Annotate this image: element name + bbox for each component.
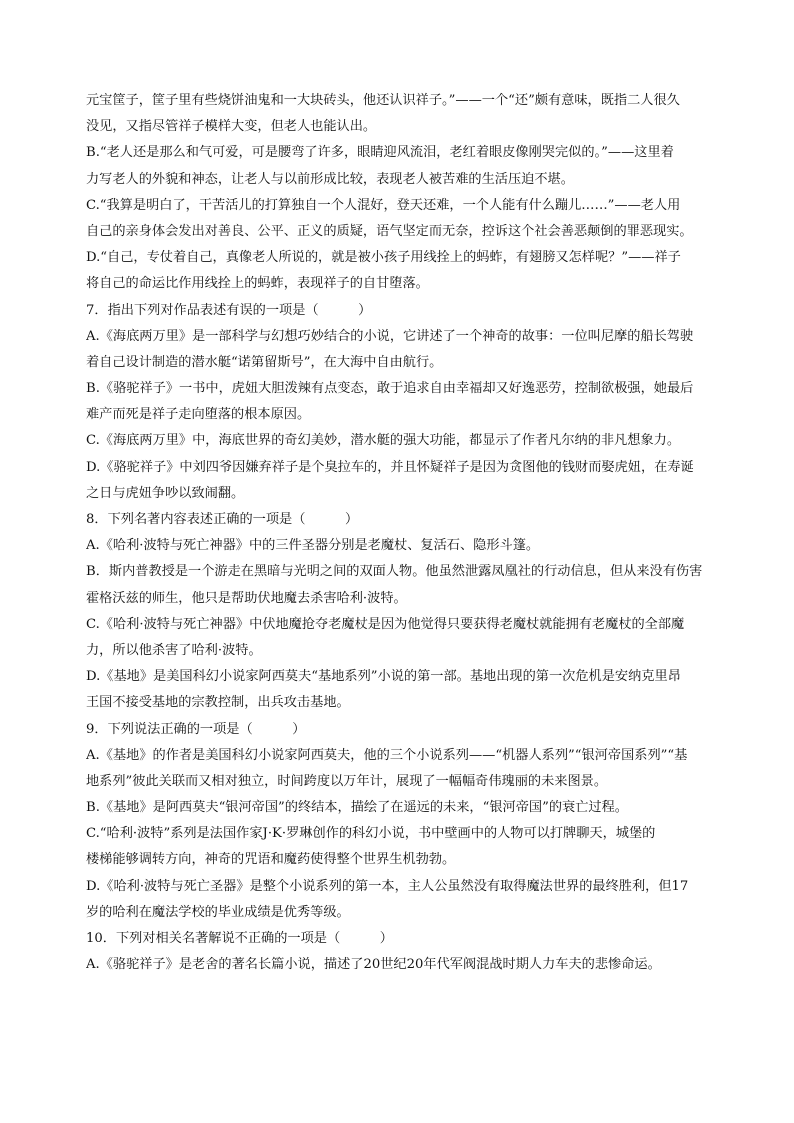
text-line: 楼梯能够调转方向，神奇的咒语和魔药使得整个世界生机勃勃。 [86, 852, 456, 868]
text-line: 元宝筐子，筐子里有些烧饼油鬼和一大块砖头，他还认识祥子。”——一个“还”颇有意味，既指二人很久 [86, 93, 680, 108]
answer-option: C.“哈利·波特”系列是法国作家J·K·罗琳创作的科幻小说，书中壁画中的人物可以打牌聊天，城堡的 [86, 826, 656, 842]
text-line: 霍格沃兹的师生，他只是帮助伏地魔去杀害哈利·波特。 [86, 590, 407, 606]
answer-option: A.《哈利·波特与死亡神器》中的三件圣器分别是老魔杖、复活石、隐形斗篷。 [86, 538, 540, 554]
text-line: 之日与虎妞争吵以致闹翻。 [86, 485, 245, 501]
answer-option: A.《基地》的作者是美国科幻小说家阿西莫夫，他的三个小说系列——“机器人系列”“银河帝国系列”“基 [86, 747, 688, 763]
document-body [86, 88, 716, 978]
answer-option: C.《哈利·波特与死亡神器》中伏地魔抢夺老魔杖是因为他觉得只要获得老魔杖就能拥有老魔杖的全部魔 [86, 616, 685, 632]
answer-option: D.《基地》是美国科幻小说家阿西莫夫“基地系列”小说的第一部。基地出现的第一次危机是安纳克里昂 [86, 669, 681, 685]
answer-option: D.《骆驼祥子》中刘四爷因嫌弃祥子是个臭拉车的，并且怀疑祥子是因为贪图他的钱财而娶虎妞，在寿诞 [86, 459, 694, 475]
text-line: 地系列”彼此关联而又相对独立，时间跨度以万年计，展现了一幅幅奇伟瑰丽的未来图景。 [86, 773, 608, 789]
answer-option: C.《海底两万里》中，海底世界的奇幻美妙，潜水艇的强大功能，都显示了作者凡尔纳的非凡想象力。 [86, 433, 681, 449]
question-stem: 8．下列名著内容表述正确的一项是（ ） [86, 512, 359, 527]
text-line: 将自己的命运比作用线拴上的蚂蚱，表现祥子的自甘堕落。 [86, 276, 429, 292]
answer-option: C.“我算是明白了，干苦活儿的打算独自一个人混好，登天还难，一个人能有什么蹦儿……”——老人用 [86, 197, 681, 213]
answer-option: B．斯内普教授是一个游走在黑暗与光明之间的双面人物。他虽然泄露凤凰社的行动信息，但从来没有伤害 [86, 564, 703, 580]
answer-option: A.《海底两万里》是一部科学与幻想巧妙结合的小说，它讲述了一个神奇的故事：一位叫尼摩的船长驾驶 [86, 328, 694, 344]
text-line: 力写老人的外貌和神态，让老人与以前形成比较，表现老人被苦难的生活压迫不堪。 [86, 171, 574, 187]
answer-option: D.“自己，专仗着自己，真像老人所说的，就是被小孩子用线拴上的蚂蚱，有翅膀又怎样呢？”——祥子 [86, 250, 681, 266]
text-line: 力，所以他杀害了哈利·波特。 [86, 642, 262, 658]
text-line: 王国不接受基地的宗教控制，出兵攻击基地。 [86, 695, 350, 711]
answer-option: B.《基地》是阿西莫夫“银河帝国”的终结本，描绘了在遥远的未来，“银河帝国”的衰亡过程。 [86, 800, 628, 816]
answer-option: A.《骆驼祥子》是老舍的著名长篇小说，描述了20世纪20年代军阀混战时期人力车夫的悲惨命运。 [86, 957, 661, 973]
answer-option: B.“老人还是那么和气可爱，可是腰弯了许多，眼睛迎风流泪，老红着眼皮像刚哭完似的。”——这里着 [86, 145, 674, 161]
text-line: 没见，又指尽管祥子模样大变，但老人也能认出。 [86, 119, 377, 135]
question-stem: 10．下列对相关名著解说不正确的一项是（ ） [86, 931, 393, 946]
text-line: 自己的亲身体会发出对善良、公平、正义的质疑，语气坚定而无奈，控诉这个社会善恶颠倒的罪恶现实。 [86, 223, 693, 239]
text-line: 难产而死是祥子走向堕落的根本原因。 [86, 407, 311, 423]
answer-option: B.《骆驼祥子》一书中，虎妞大胆泼辣有点变态，敢于追求自由幸福却又好逸恶劳，控制欲极强，她最后 [86, 381, 694, 397]
text-line: 岁的哈利在魔法学校的毕业成绩是优秀等级。 [86, 904, 350, 920]
text-line: 着自己设计制造的潜水艇“诺第留斯号”，在大海中自由航行。 [86, 354, 443, 370]
answer-option: D.《哈利·波特与死亡圣器》是整个小说系列的第一本，主人公虽然没有取得魔法世界的最终胜利，但17 [86, 878, 689, 894]
question-stem: 9．下列说法正确的一项是（ ） [86, 721, 306, 737]
question-stem: 7．指出下列对作品表述有误的一项是（ ） [86, 302, 372, 318]
